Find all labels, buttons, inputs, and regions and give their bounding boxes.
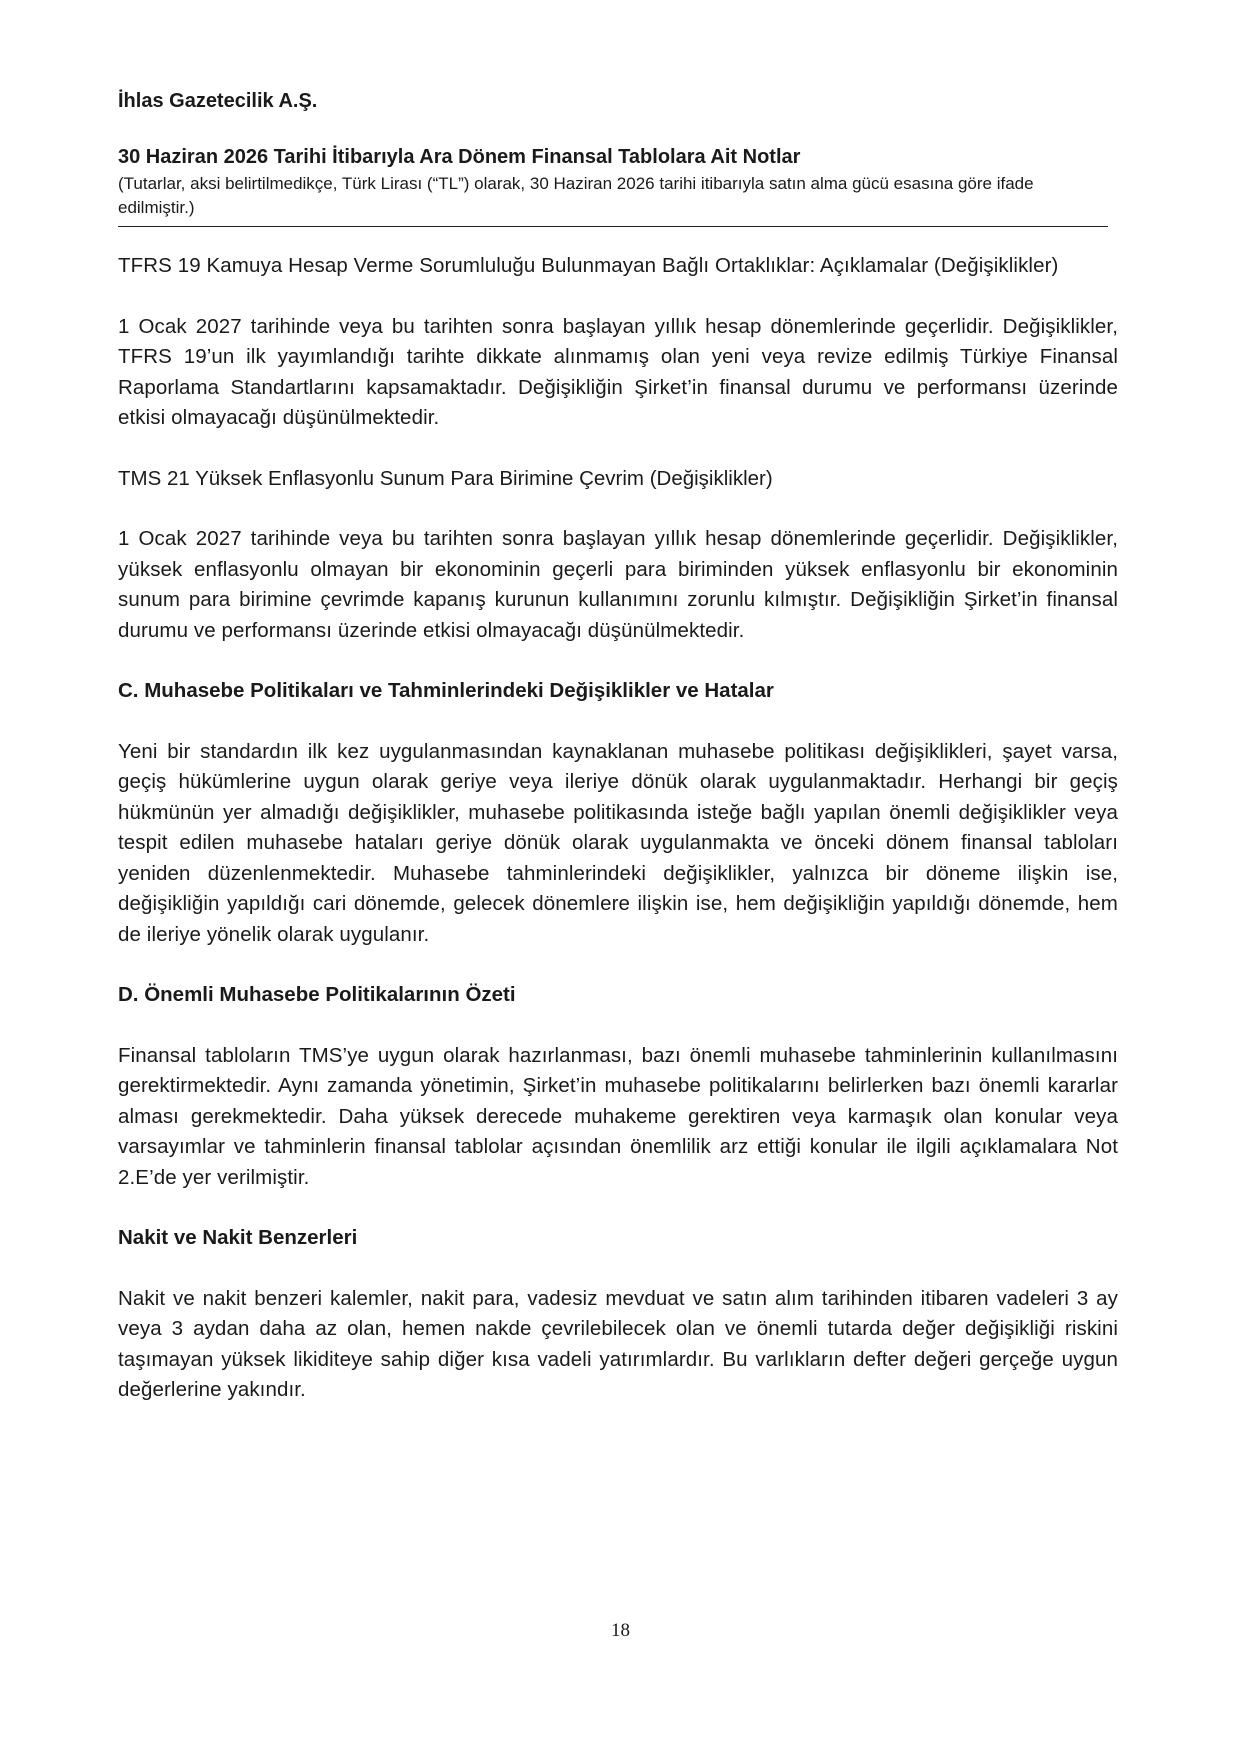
document-body	[118, 251, 1118, 1406]
page-number: 18	[611, 1620, 630, 1641]
tfrs19-paragraph: 1 Ocak 2027 tarihinde veya bu tarihten sonra başlayan yıllık hesap dönemlerinde geçerlidir. Değişiklikler, TFRS 19’un ilk yayımlandığı tarihte dikkate alınmamış olan yeni veya revize edilmiş Türkiye Finansal Raporlama Standartlarını kapsamaktadır. Değişikliğin Şirket’in finansal durumu ve performansı üzerinde etkisi olmayacağı düşünülmektedir.	[118, 314, 1118, 429]
notes-title: 30 Haziran 2026 Tarihi İtibarıyla Ara Dönem Finansal Tablolara Ait Notlar	[118, 146, 801, 168]
tfrs19-heading: TFRS 19 Kamuya Hesap Verme Sorumluluğu Bulunmayan Bağlı Ortaklıklar: Açıklamalar (Değişiklikler)	[118, 254, 1059, 277]
company-name: İhlas Gazetecilik A.Ş.	[118, 90, 318, 112]
tms21-paragraph: 1 Ocak 2027 tarihinde veya bu tarihten sonra başlayan yıllık hesap dönemlerinde geçerlidir. Değişiklikler, yüksek enflasyonlu olmayan bir ekonominin geçerli para biriminden yüksek enflasyonlu bir ekonominin sunum para birimine çevrimde kapanış kurunun kullanımını zorunlu kılmıştır. Değişikliğin Şirket’in finansal durumu ve performansı üzerinde etkisi olmayacağı düşünülmektedir.	[118, 527, 1118, 642]
section-d-heading: D. Önemli Muhasebe Politikalarının Özeti	[118, 983, 516, 1006]
section-c-heading: C. Muhasebe Politikaları ve Tahminlerindeki Değişiklikler ve Hatalar	[118, 679, 774, 702]
tms21-heading: TMS 21 Yüksek Enflasyonlu Sunum Para Birimine Çevrim (Değişiklikler)	[118, 466, 773, 490]
cash-paragraph: Nakit ve nakit benzeri kalemler, nakit para, vadesiz mevduat ve satın alım tarihinden itibaren vadeleri 3 ay veya 3 aydan daha az olan, hemen nakde çevrilebilecek olan ve önemli tutarda değer değişikliği riskini taşımayan yüksek likiditeye sahip diğer kısa vadeli yatırımlardır. Bu varlıkların defter değeri gerçeğe uygun değerlerine yakındır.	[118, 1286, 1118, 1401]
section-c-paragraph: Yeni bir standardın ilk kez uygulanmasından kaynaklanan muhasebe politikası değişiklikleri, şayet varsa, geçiş hükümlerine uygun olarak geriye veya ileriye dönük olarak uygulanmaktadır. Herhangi bir geçiş hükmünün yer almadığı değişiklikler, muhasebe politikasında isteğe bağlı yapılan önemli değişiklikler veya tespit edilen muhasebe hataları geriye dönük olarak uygulanmakta ve önceki dönem finansal tabloları yeniden düzenlenmektedir. Muhasebe tahminlerindeki değişiklikler, yalnızca bir döneme ilişkin ise, değişikliğin yapıldığı cari dönemde, gelecek dönemlere ilişkin ise, hem değişikliğin yapıldığı dönemde, hem de ileriye yönelik olarak uygulanır.	[118, 739, 1118, 946]
document-page	[118, 88, 1118, 1436]
section-d-paragraph: Finansal tabloların TMS’ye uygun olarak hazırlanması, bazı önemli muhasebe tahminlerinin kullanılmasını gerektirmektedir. Aynı zamanda yönetimin, Şirket’in muhasebe politikalarını belirlerken bazı önemli kararlar alması gerekmektedir. Daha yüksek derecede muhakeme gerektiren veya karmaşık olan konular veya varsayımlar ve tahminlerin finansal tablolar açısından önemlilik arz ettiği konular ile ilgili açıklamalara Not 2.E’de yer verilmiştir.	[118, 1043, 1118, 1189]
cash-heading: Nakit ve Nakit Benzerleri	[118, 1226, 358, 1249]
notes-subtitle: (Tutarlar, aksi belirtilmedikçe, Türk Lirası (“TL”) olarak, 30 Haziran 2026 tarihi itibarıyla satın alma gücü esasına göre ifade edilmiştir.)	[118, 172, 1108, 227]
